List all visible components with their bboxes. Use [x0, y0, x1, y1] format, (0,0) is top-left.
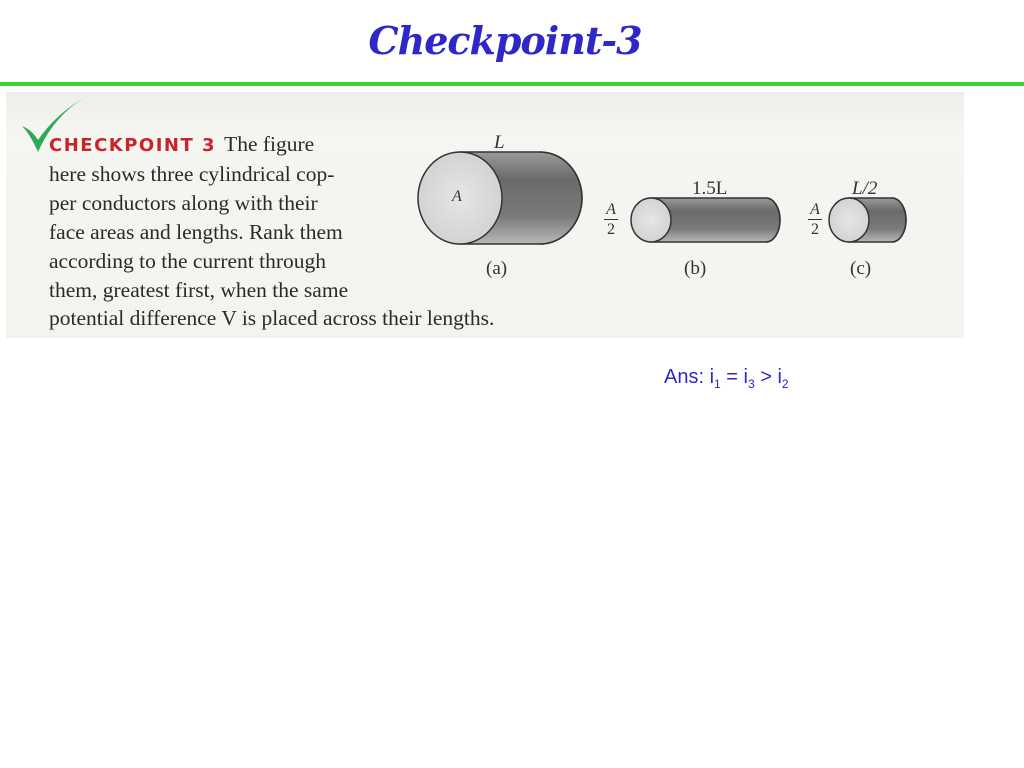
problem-line-5: according to the current through [49, 249, 327, 273]
problem-line-1: The figure [224, 132, 315, 156]
caption-a: (a) [486, 258, 508, 279]
cylinder-a [418, 152, 582, 244]
answer-gt: > i [754, 366, 782, 388]
slide-title: Checkpoint-3 [368, 18, 642, 63]
problem-line-7: potential difference V is placed across their lengths. [49, 306, 495, 330]
area-num-c: A [810, 201, 820, 218]
title-divider [0, 82, 1024, 86]
area-label-a: A [452, 188, 462, 205]
length-label-a: L [494, 132, 505, 153]
area-fraction-b [604, 201, 618, 238]
problem-line-4: face areas and lengths. Rank them [49, 220, 343, 244]
problem-line-6: them, greatest first, when the same [49, 278, 349, 302]
area-num-b: A [606, 201, 616, 218]
checkpoint-figure [6, 92, 964, 338]
area-den-c: 2 [811, 221, 819, 238]
caption-b: (b) [684, 258, 707, 279]
cylinder-b [631, 198, 780, 242]
answer-text [664, 366, 789, 391]
area-den-b: 2 [607, 221, 615, 238]
cylinder-c [829, 198, 906, 242]
caption-c: (c) [850, 258, 872, 279]
checkpoint-label: CHECKPOINT 3 [49, 135, 217, 156]
length-label-b: 1.5L [692, 178, 728, 199]
answer-sub-3: 3 [747, 377, 755, 391]
answer-eq: = i [720, 366, 748, 388]
answer-sub-1: 1 [714, 377, 721, 391]
answer-prefix: Ans: i [664, 366, 715, 388]
answer-sub-2: 2 [781, 377, 789, 391]
area-fraction-c [808, 201, 822, 238]
problem-line-3: per conductors along with their [49, 191, 318, 215]
problem-line-2: here shows three cylindrical cop- [49, 162, 335, 186]
length-label-c: L/2 [852, 178, 878, 199]
